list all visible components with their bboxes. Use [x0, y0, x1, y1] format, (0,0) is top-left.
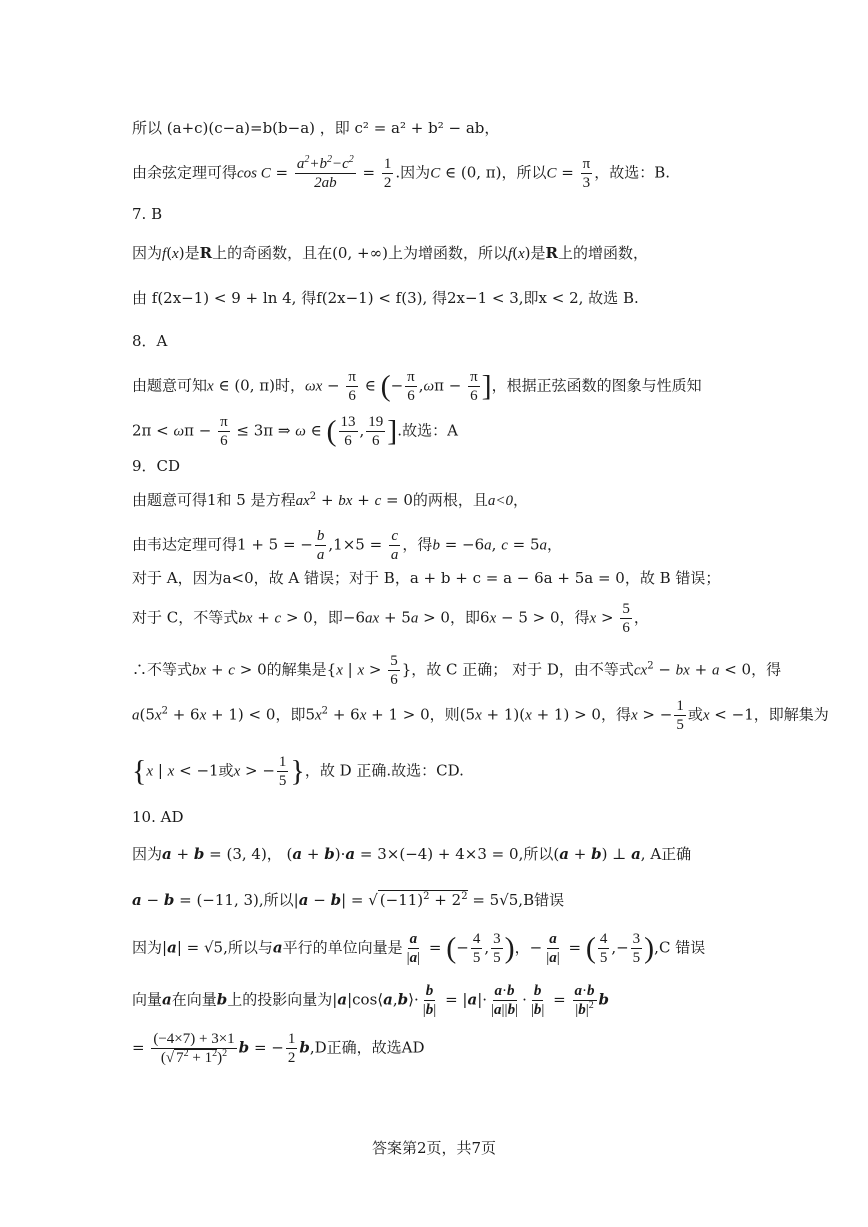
text-line-15: $a(5x^2 + 6x + 1) < 0$，即$5x^2 + 6x + 1 > 0$，则(5x + 1)(x + 1) > 0，得x > − $\frac{1}{5}$ 或x < −1，即解集为 [132, 698, 829, 733]
question-10-header: 10. AD [132, 808, 184, 826]
text-line-16: {x | x < −1或x > − $\frac{1}{5}$ }，故 D 正确.故选：CD. [132, 754, 464, 789]
text-line-10: 由题意可得1和 5 是方程$ax^2$ + bx + c = 0的两根，且a<0， [132, 491, 529, 509]
text-line-4: 因为f(x)是R上的奇函数，且在(0, +∞)上为增函数，所以f(x)是R上的增函数， [132, 244, 649, 262]
question-8-header: 8．A [132, 332, 168, 350]
text-line-5: 由 f(2x−1) < 9 + ln 4, 得f(2x−1) < f(3), 得2x−1 < 3,即x < 2, 故选 B. [132, 289, 639, 307]
page-footer: 答案第2页，共7页 [371, 1139, 497, 1157]
question-7-header: 7. B [132, 205, 163, 223]
text-line-19: a − b = (−11, 3),所以|a − b| = √ $(-11)^2 + 2^2 = 5√5,B$错误 [132, 891, 565, 909]
text-line-13: 对于 C，不等式bx + c > 0，即−6ax + 5a > 0，即6x − 5 > 0，得x > $\frac{5}{6}$ ， [132, 601, 649, 636]
text-line-12: 对于 A，因为a<0，故 A 错误；对于 B，a + b + c = a − 6a + 5a = 0，故 B 错误； [132, 569, 721, 587]
text-line-20: 因为|a| = √5,所以与a平行的单位向量是 $\frac{a}{|a|}$ = (− $\frac{4}{5}$ , $\frac{3}{5}$ )，− $\frac{a}{|a|}$ = ( $\frac{4}{5}$ ,− $\frac{3}{5}$ ),C 错误 [132, 931, 706, 966]
text-line-1: 所以 (a+c)(c−a)=b(b−a) ，即 c² = a² + b² − ab， [132, 119, 500, 137]
text-line-21: 向量a在向量b上的投影向量为|a|cos⟨a,b⟩· $\frac{b}{|b|}$ = |a|· $\frac{a\cdot b}{|a||b|}$ · $\frac{b}{|b|}$ = $\frac{a\cdot b}{|b|^2}$ b [132, 983, 609, 1018]
text-line-8: 2π < ωπ − $\frac{\pi}{6}$ ≤ 3π ⇒ ω ∈ ( $\frac{13}{6}$ , $\frac{19}{6}$ ].故选：A [132, 414, 458, 449]
text-line-14: ∴不等式bx + c > 0的解集是{x | x > $\frac{5}{6}$ }，故 C 正确； 对于 D，由不等式$cx^2$ − bx + a < 0，得 [132, 653, 782, 688]
text-line-2: 由余弦定理可得cos C = $\frac{a^2+b^2-c^2}{2ab}$ = $\frac{1}{2}$ .因为C ∈ (0, π)，所以C = $\frac{\pi}{3}$ ，故选：B. [132, 154, 671, 191]
text-line-18: 因为a + b = (3, 4)， (a + b)·a = 3×(−4) + 4×3 = 0,所以(a + b) ⊥ a, A正确 [132, 845, 692, 863]
text-line-7: 由题意可知x ∈ (0, π)时，ωx − $\frac{\pi}{6}$ ∈ (− $\frac{\pi}{6}$ ,ωπ − $\frac{\pi}{6}$ ]，根据正弦函数的图象与性质知 [132, 369, 702, 404]
text-line-22: = $\frac{(-4\times 7) + 3\times 1}{(√ 7^2 + 1^2)^2}$ b = − $\frac{1}{2}$ b,D正确，故选AD [132, 1031, 425, 1066]
text-line-11: 由韦达定理可得1 + 5 = − $\frac{b}{a}$ ,1×5 = $\frac{c}{a}$ ，得b = −6a, c = 5a， [132, 528, 563, 563]
question-9-header: 9．CD [132, 457, 181, 475]
